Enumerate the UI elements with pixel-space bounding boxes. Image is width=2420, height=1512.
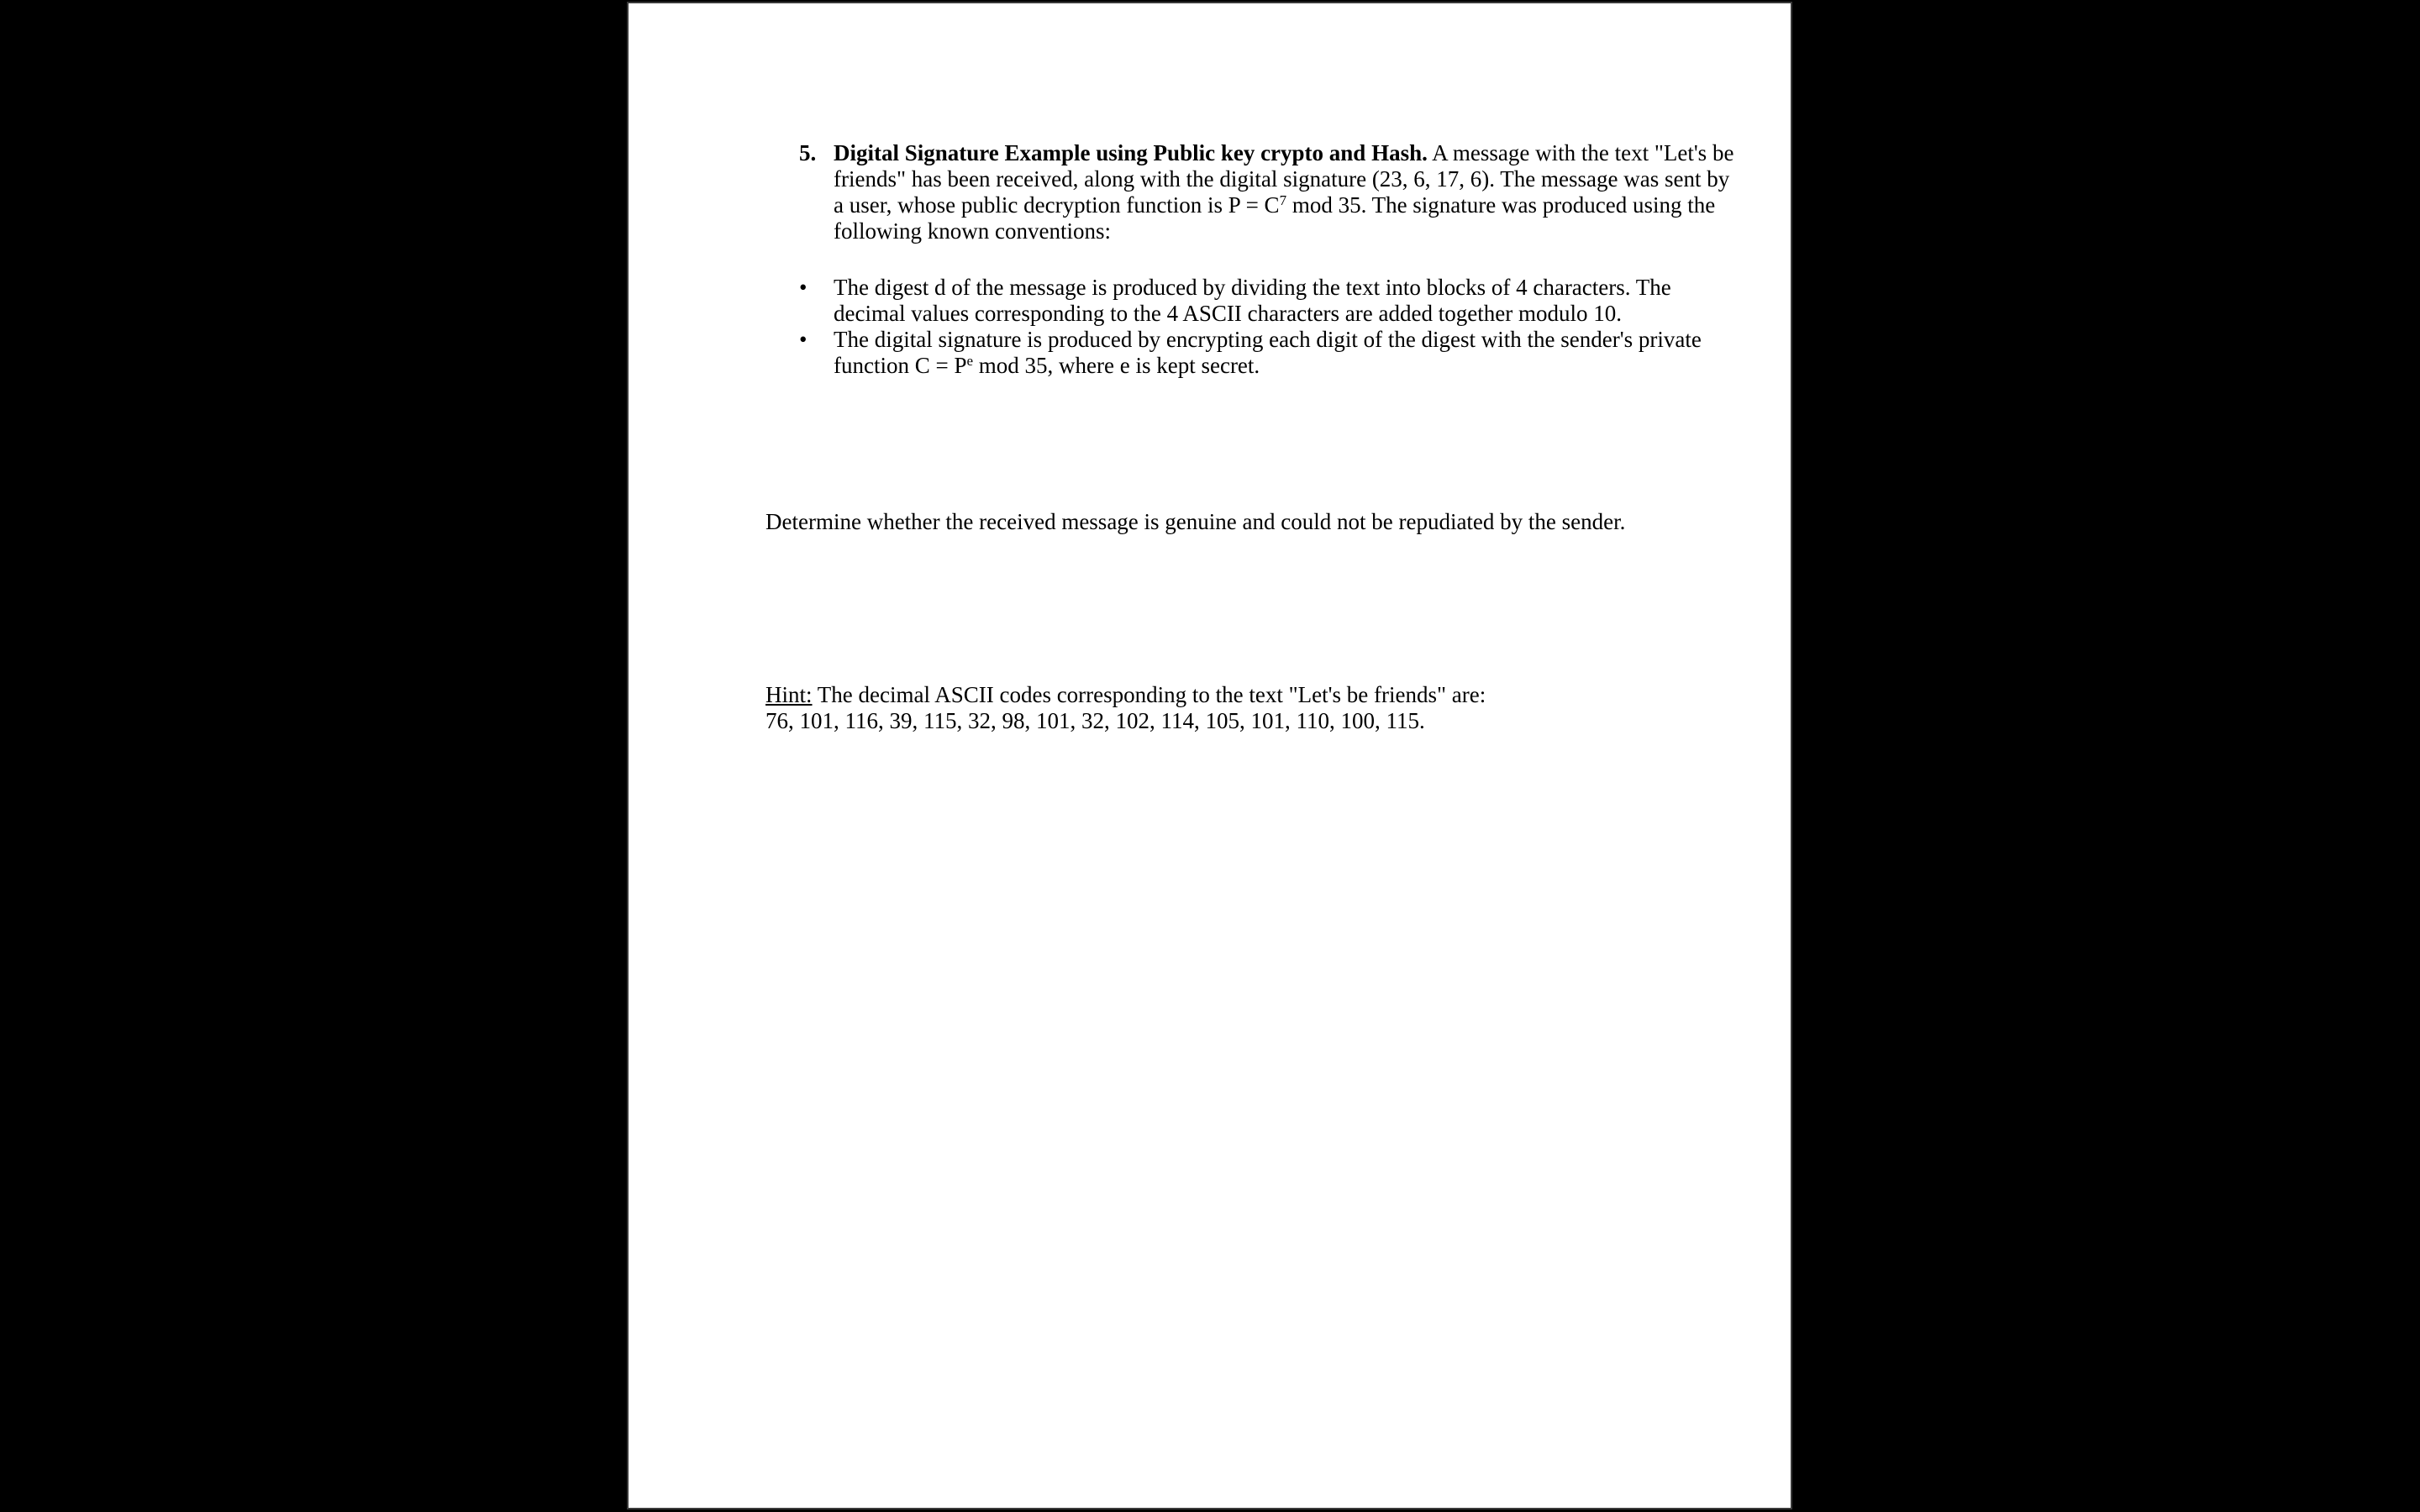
hint-label: Hint: [765, 682, 813, 707]
question-text: Determine whether the received message is genuine and could not be repudiated by the sender. [765, 509, 1626, 534]
bullet-icon: • [799, 327, 808, 352]
convention-item-digest [799, 275, 1740, 327]
private-exponent: e [966, 353, 974, 369]
convention-text-part1: The digital signature is produced by encrypting each digit of the digest with the sender's private function C = P [834, 327, 1702, 378]
problem-statement [834, 140, 1737, 244]
document-page [629, 3, 1791, 1508]
problem-number: 5. [799, 140, 817, 165]
convention-item-signature [799, 327, 1740, 379]
convention-text: The digest d of the message is produced by dividing the text into blocks of 4 characters. The decimal values corresponding to the 4 ASCII characters are added together modulo 10. [834, 275, 1671, 326]
bullet-icon: • [799, 275, 808, 300]
ascii-codes: 76, 101, 116, 39, 115, 32, 98, 101, 32, 102, 114, 105, 101, 110, 100, 115. [765, 708, 1425, 733]
conventions-list [799, 275, 1740, 379]
problem-text-part2: mod 35. The signature was produced using the following known conventions: [834, 192, 1716, 244]
hint-block [765, 682, 1774, 734]
public-exponent: 7 [1279, 192, 1287, 208]
problem-title: Digital Signature Example using Public key crypto and Hash. [834, 140, 1428, 165]
problem-text-part1: A message with the text "Let's be friends" has been received, along with the digital signature (23, 6, 17, 6). The message was sent by a user, whose public decryption function is P = C [834, 140, 1734, 218]
hint-text: The decimal ASCII codes corresponding to the text "Let's be friends" are: [812, 682, 1486, 707]
convention-text-part2: mod 35, where e is kept secret. [973, 353, 1260, 378]
hint-line [765, 682, 1774, 708]
